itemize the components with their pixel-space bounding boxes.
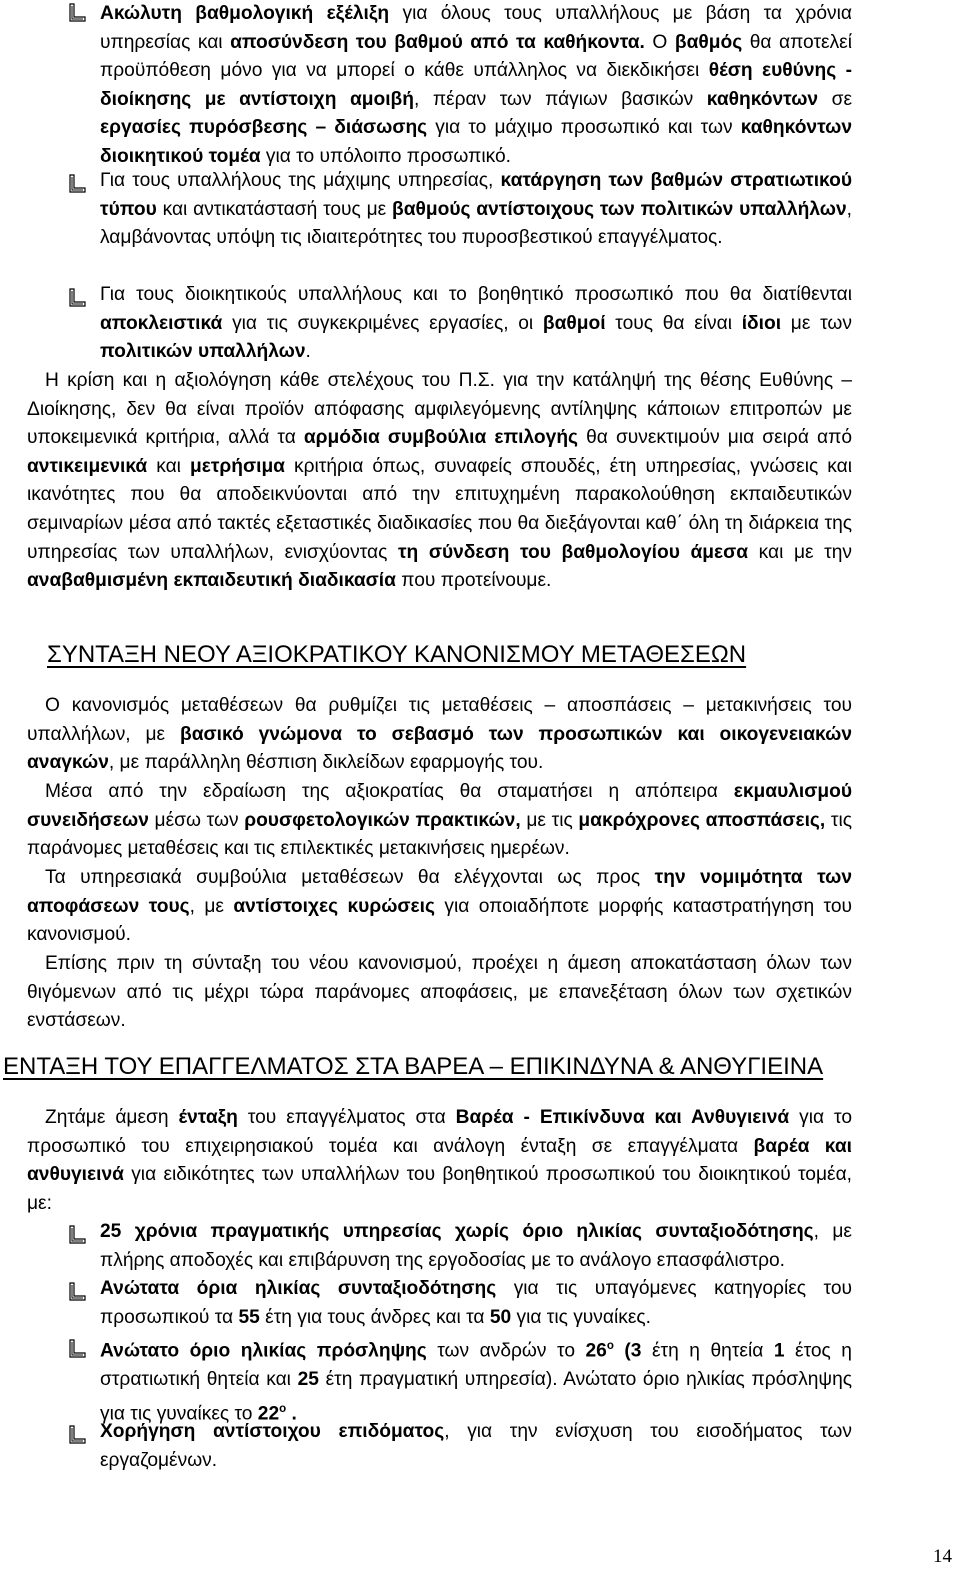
bold-text: την νομιμότητα των αποφάσεων τους <box>27 867 852 917</box>
bold-text: κατάργηση των βαθμών στρατιωτικού τύπου <box>100 170 852 220</box>
paragraph-transfers-rules <box>27 692 852 778</box>
bullet-item-admin <box>100 281 852 367</box>
bold-text: Ανώτατο όριο ηλικίας πρόσληψης <box>100 1340 427 1362</box>
text-run: έτη πραγματική υπηρεσία). Ανώτατο όριο ηλικίας πρόσληψης για τις γυναίκες το <box>100 1368 852 1424</box>
text-run: Για τους διοικητικούς υπαλλήλους και το βοηθητικό προσωπικό που θα διατίθενται <box>100 284 852 305</box>
bold-text: βαθμούς αντίστοιχους των πολιτικών υπαλλήλων <box>392 198 847 220</box>
text-run: για το υπόλοιπο προσωπικό. <box>260 145 511 167</box>
bold-text: 1 <box>773 1340 785 1362</box>
text-run: με τις <box>520 809 579 831</box>
bold-text: ρουσφετολογικών πρακτικών, <box>244 809 521 831</box>
bold-text: ο <box>279 1402 287 1415</box>
text-run: , για την ενίσχυση του εισοδήματος των εργαζομένων. <box>100 1421 852 1471</box>
text-run: για ειδικότητες των υπαλλήλων του βοηθητικού προσωπικού του διοικητικού τομέα, με: <box>27 1164 852 1214</box>
bold-text: 26 <box>585 1340 607 1362</box>
text-run: . <box>305 341 311 363</box>
bold-text: Χορήγηση αντίστοιχου επιδόματος <box>100 1421 445 1442</box>
text-run: σε <box>818 88 852 110</box>
text-run: , με <box>189 895 234 917</box>
text-run: με των <box>781 312 853 334</box>
text-run: Ο <box>644 31 675 53</box>
bold-text: Ακώλυτη βαθμολογική εξέλιξη <box>100 3 390 24</box>
bold-text: βαθμός <box>674 31 743 53</box>
bullet-item-retirement-age <box>100 1275 852 1332</box>
bold-text: βασικό γνώμονα το σεβασμό των προσωπικών και οικογενειακών αναγκών <box>27 723 852 774</box>
text-run: έτη η θητεία <box>641 1340 774 1362</box>
paragraph-meritocracy <box>27 778 852 864</box>
bold-text: αντίστοιχες κυρώσεις <box>233 895 435 917</box>
text-run: Επίσης πριν τη σύνταξη του νέου κανονισμού, προέχει η άμεση αποκατάσταση όλων των θιγόμενων από τις μέχρι τώρα παράνομες αποφάσεις, με επανεξέταση όλων των σχετικών ενστάσεων. <box>27 953 852 1032</box>
text-run: για το μάχιμο προσωπικό και των <box>427 117 741 139</box>
bold-text: βαθμοί <box>542 312 606 334</box>
bold-text: ο <box>606 1340 614 1352</box>
text-run: και <box>147 455 190 477</box>
bold-text: 50 <box>489 1306 512 1328</box>
text-run: Τα υπηρεσιακά συμβούλια μεταθέσεων θα ελέγχονται ως προς <box>45 867 655 888</box>
page-number: 14 <box>933 1546 952 1567</box>
text-run: και με την <box>748 541 852 563</box>
paragraph-restoration <box>27 950 852 1036</box>
bold-text: αναβαθμισμένη εκπαιδευτική διαδικασία <box>27 570 396 592</box>
section-heading-hazardous: ΕΝΤΑΞΗ ΤΟΥ ΕΠΑΓΓΕΛΜΑΤΟΣ ΣΤΑ ΒΑΡΕΑ – ΕΠΙΚΙΝΔΥΝΑ & ΑΝΘΥΓΙΕΙΝΑ <box>3 1053 824 1080</box>
bold-text: θέση ευθύνης - διοίκησης με αντίστοιχη αμοιβή <box>100 60 853 110</box>
text-run: τους θα είναι <box>605 312 742 334</box>
bullet-item-hiring-age <box>100 1332 852 1429</box>
bold-text: 25 χρόνια πραγματικής υπηρεσίας χωρίς όριο ηλικίας συνταξιοδότησης <box>100 1221 814 1242</box>
bold-text: 25 <box>297 1368 319 1390</box>
text-run: των ανδρών το <box>426 1340 586 1362</box>
text-run: που προτείνουμε. <box>395 570 552 592</box>
bold-text: αποσύνδεση του βαθμού από τα καθήκοντα. <box>230 31 645 53</box>
bold-text: καθηκόντων διοικητικού τομέα <box>100 117 852 167</box>
text-run: για τις συγκεκριμένες εργασίες, οι <box>222 312 543 334</box>
bold-text: ίδιοι <box>741 312 782 334</box>
text-run: μέσω των <box>148 809 245 831</box>
bullet-arrow-icon <box>66 287 88 309</box>
text-run: για τις υπαγόμενες κατηγορίες του προσωπικού τα <box>100 1278 852 1328</box>
bold-text: μακρόχρονες αποσπάσεις, <box>578 809 826 831</box>
bullet-item-grading <box>100 0 852 172</box>
text-run: , λαμβάνοντας υπόψη τις ιδιαιτερότητες του πυροσβεστικού επαγγέλματος. <box>100 198 852 249</box>
bold-text: 22 <box>257 1402 280 1424</box>
bold-text: εργασίες πυρόσβεσης – διάσωσης <box>100 117 428 139</box>
bold-text: αρμόδια συμβούλια επιλογής <box>303 427 579 449</box>
bold-text: Βαρέα - Επικίνδυνα και Ανθυγιεινά <box>455 1107 790 1128</box>
bullet-arrow-icon <box>66 173 88 195</box>
bold-text: εκμαυλισμού συνειδήσεων <box>27 781 852 831</box>
text-run: Η κρίση και η αξιολόγηση κάθε στελέχους του Π.Σ. για την κατάληψή της θέσης Ευθύνης – Διοίκησης, δεν θα είναι προϊόν απόφασης αμφιλεγόμενης αντίληψης κάποιων επιτροπών με υποκειμενικά κριτήρια, αλλά τα <box>27 370 852 449</box>
paragraph-evaluation <box>27 367 852 596</box>
bold-text: αντικειμενικά <box>27 455 148 477</box>
bullet-arrow-icon <box>66 1424 88 1446</box>
text-run: θα συνεκτιμούν μια σειρά από <box>578 427 853 449</box>
bold-text: . <box>286 1402 297 1424</box>
text-run: τις παράνομες μεταθέσεις και τις επιλεκτικές μετακινήσεις ημερέων. <box>27 809 852 860</box>
paragraph-hazardous-request <box>27 1104 852 1218</box>
text-run: για τις γυναίκες. <box>511 1306 651 1328</box>
text-run: θα αποτελεί προϋπόθεση μόνο για να μπορεί ο κάθε υπάλληλος να διεκδικήσει <box>100 31 852 82</box>
section-heading-transfers: ΣΥΝΤΑΞΗ ΝΕΟΥ ΑΞΙΟΚΡΑΤΙΚΟΥ ΚΑΝΟΝΙΣΜΟΥ ΜΕΤΑΘΕΣΕΩΝ <box>47 641 747 668</box>
text-run: Μέσα από την εδραίωση της αξιοκρατίας θα σταματήσει η απόπειρα <box>45 781 734 802</box>
bold-text: βαρέα και ανθυγιεινά <box>27 1135 852 1186</box>
text-run: του επαγγέλματος στα <box>237 1107 456 1128</box>
text-run: έτος η στρατιωτική θητεία και <box>100 1340 852 1390</box>
bold-text: καθηκόντων <box>706 88 819 110</box>
text-run: και αντικατάστασή τους με <box>156 198 393 220</box>
bold-text: μετρήσιμα <box>189 455 285 477</box>
bullet-item-25-years <box>100 1218 852 1275</box>
bullet-item-ranks <box>100 167 852 253</box>
bold-text: (3 <box>613 1340 642 1362</box>
paragraph-councils <box>27 864 852 950</box>
bullet-arrow-icon <box>66 1281 88 1303</box>
bold-text: τη σύνδεση του βαθμολογίου άμεσα <box>397 541 749 563</box>
bullet-arrow-icon <box>66 2 88 24</box>
text-run: έτη για τους άνδρες και τα <box>259 1306 490 1328</box>
text-run: , πέραν των πάγιων βασικών <box>413 88 707 110</box>
text-run: κριτήρια όπως, συναφείς σπουδές, έτη υπηρεσίας, γνώσεις και ικανότητες που θα αποδεικνύονται από την επιτυχημένη παρακολούθηση εκπαιδευτικών σεμιναρίων μέσα από τακτές εξεταστικές διαδικασίες που θα διεξάγονται καθ΄ όλη τη διάρκεια της υπηρεσίας των υπαλλήλων, ενισχύοντας <box>27 455 852 563</box>
bullet-arrow-icon <box>66 1224 88 1246</box>
text-run: , με πλήρης αποδοχές και επιβάρυνση της εργοδοσίας με το ανάλογο επασφάλιστρο. <box>100 1221 852 1271</box>
bold-text: πολιτικών υπαλλήλων <box>100 341 306 363</box>
text-run: Ζητάμε άμεση <box>45 1107 179 1128</box>
bold-text: 55 <box>238 1306 260 1328</box>
text-run: για το προσωπικό του επιχειρησιακού τομέα και ανάλογη ένταξη σε επαγγέλματα <box>27 1107 852 1157</box>
bold-text: ένταξη <box>178 1107 238 1128</box>
text-run: για όλους τους υπαλλήλους με βάση τα χρόνια υπηρεσίας και <box>100 3 852 53</box>
bullet-item-allowance <box>100 1418 852 1475</box>
bold-text: αποκλειστικά <box>100 312 223 334</box>
text-run: , με παράλληλη θέσπιση δικλείδων εφαρμογής του. <box>108 752 544 774</box>
text-run: Για τους υπαλλήλους της μάχιμης υπηρεσίας, <box>100 170 501 191</box>
bold-text: Ανώτατα όρια ηλικίας συνταξιοδότησης <box>100 1278 497 1299</box>
text-run: Ο κανονισμός μεταθέσεων θα ρυθμίζει τις μεταθέσεις – αποσπάσεις – μετακινήσεις του υπαλλήλων, με <box>27 695 852 745</box>
bullet-arrow-icon <box>66 1338 88 1360</box>
text-run: για οποιαδήποτε μορφής καταστρατήγηση του κανονισμού. <box>27 895 852 946</box>
